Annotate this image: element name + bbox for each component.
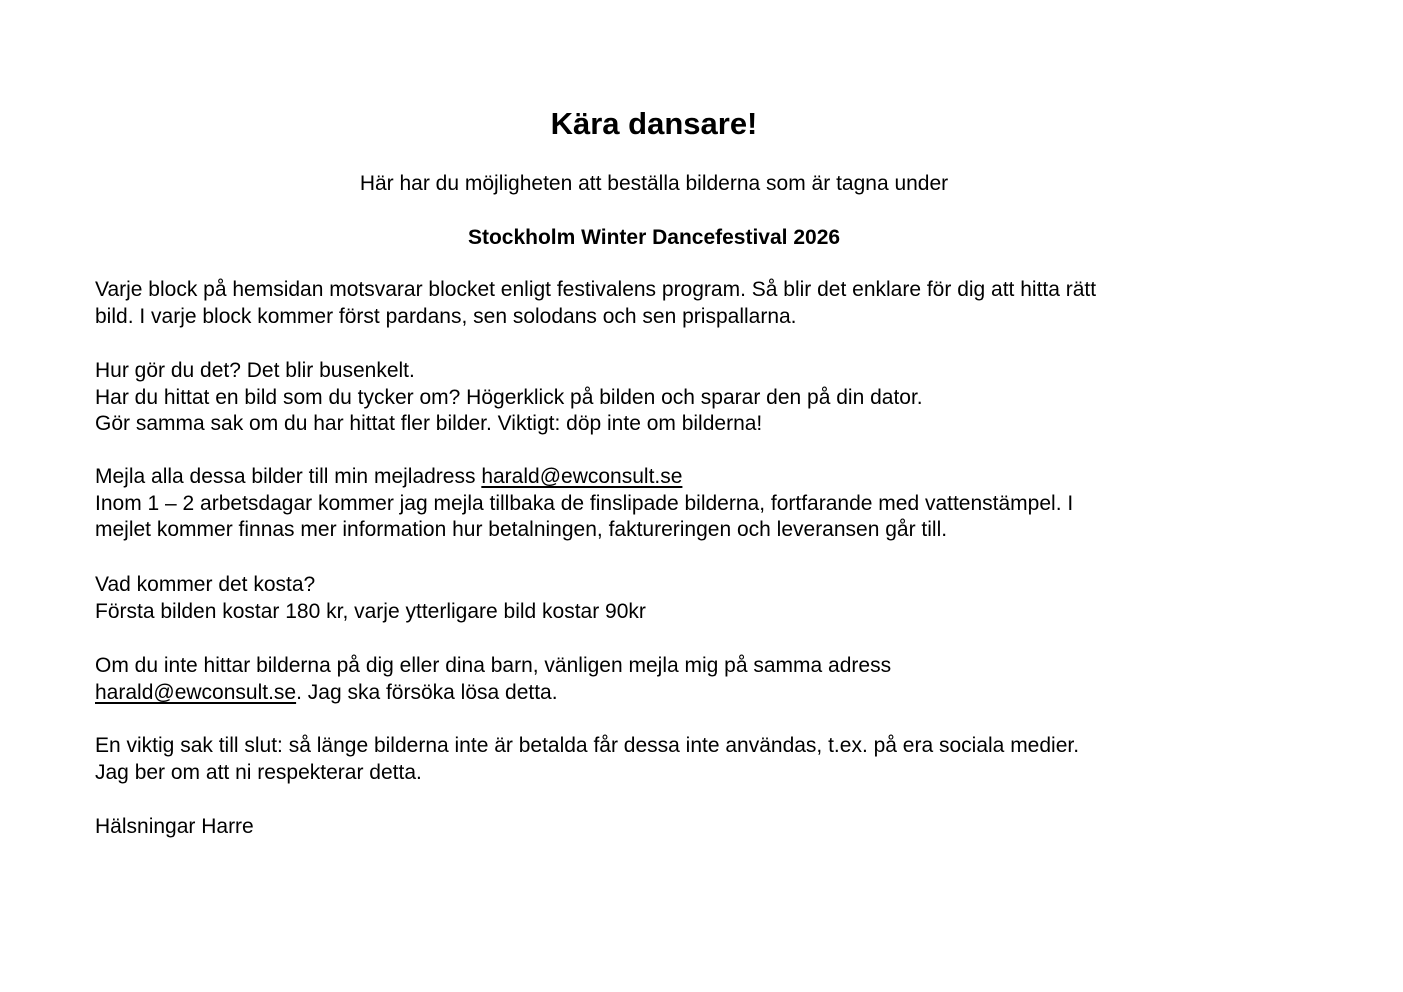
paragraph-blocks-info: [95, 277, 1275, 330]
paragraph-email-info: [95, 464, 1275, 544]
festival-name: Stockholm Winter Dancefestival 2026: [467, 226, 841, 249]
paragraph-how-to: [95, 358, 1275, 438]
paragraph-line: Gör samma sak om du har hittat fler bilder. Viktigt: döp inte om bilderna!: [95, 412, 763, 436]
paragraph-line: Jag ber om att ni respekterar detta.: [95, 760, 422, 784]
paragraph-line: [95, 464, 1275, 491]
paragraph-line: Om du inte hittar bilderna på dig eller dina barn, vänligen mejla mig på samma adress: [95, 654, 892, 677]
email-prefix-text: Mejla alla dessa bilder till min mejladress: [95, 465, 482, 488]
paragraph-line: mejlet kommer finnas mer information hur betalningen, faktureringen och leveransen går till.: [95, 518, 948, 542]
paragraph-line: Inom 1 – 2 arbetsdagar kommer jag mejla tillbaka de finslipade bilderna, fortfarande med vattenstämpel. I: [95, 491, 1074, 515]
email-link[interactable]: harald@ewconsult.se: [481, 465, 683, 488]
paragraph-line: Varje block på hemsidan motsvarar blocket enligt festivalens program. Så blir det enklare för dig att hitta rätt: [95, 278, 1097, 301]
paragraph-line: Vad kommer det kosta?: [95, 573, 316, 596]
paragraph-line: Första bilden kostar 180 kr, varje ytterligare bild kostar 90kr: [95, 599, 646, 623]
signature: Hälsningar Harre: [95, 815, 254, 838]
paragraph-line: bild. I varje block kommer först pardans, sen solodans och sen prispallarna.: [95, 304, 797, 328]
paragraph-pricing: [95, 572, 1275, 625]
paragraph-line: [95, 680, 1275, 707]
page-title: Kära dansare!: [550, 106, 758, 141]
paragraph-line: Hur gör du det? Det blir busenkelt.: [95, 359, 415, 382]
paragraph-usage-notice: [95, 733, 1275, 786]
intro-text: Här har du möjligheten att beställa bilderna som är tagna under: [359, 172, 949, 195]
email-link[interactable]: harald@ewconsult.se: [95, 680, 297, 704]
paragraph-not-found: [95, 653, 1275, 706]
paragraph-line: En viktig sak till slut: så länge bilderna inte är betalda får dessa inte användas, t.ex. på era sociala medier.: [95, 734, 1080, 757]
email-suffix-text: . Jag ska försöka lösa detta.: [296, 680, 558, 704]
paragraph-line: Har du hittat en bild som du tycker om? Högerklick på bilden och sparar den på din dator.: [95, 385, 923, 409]
